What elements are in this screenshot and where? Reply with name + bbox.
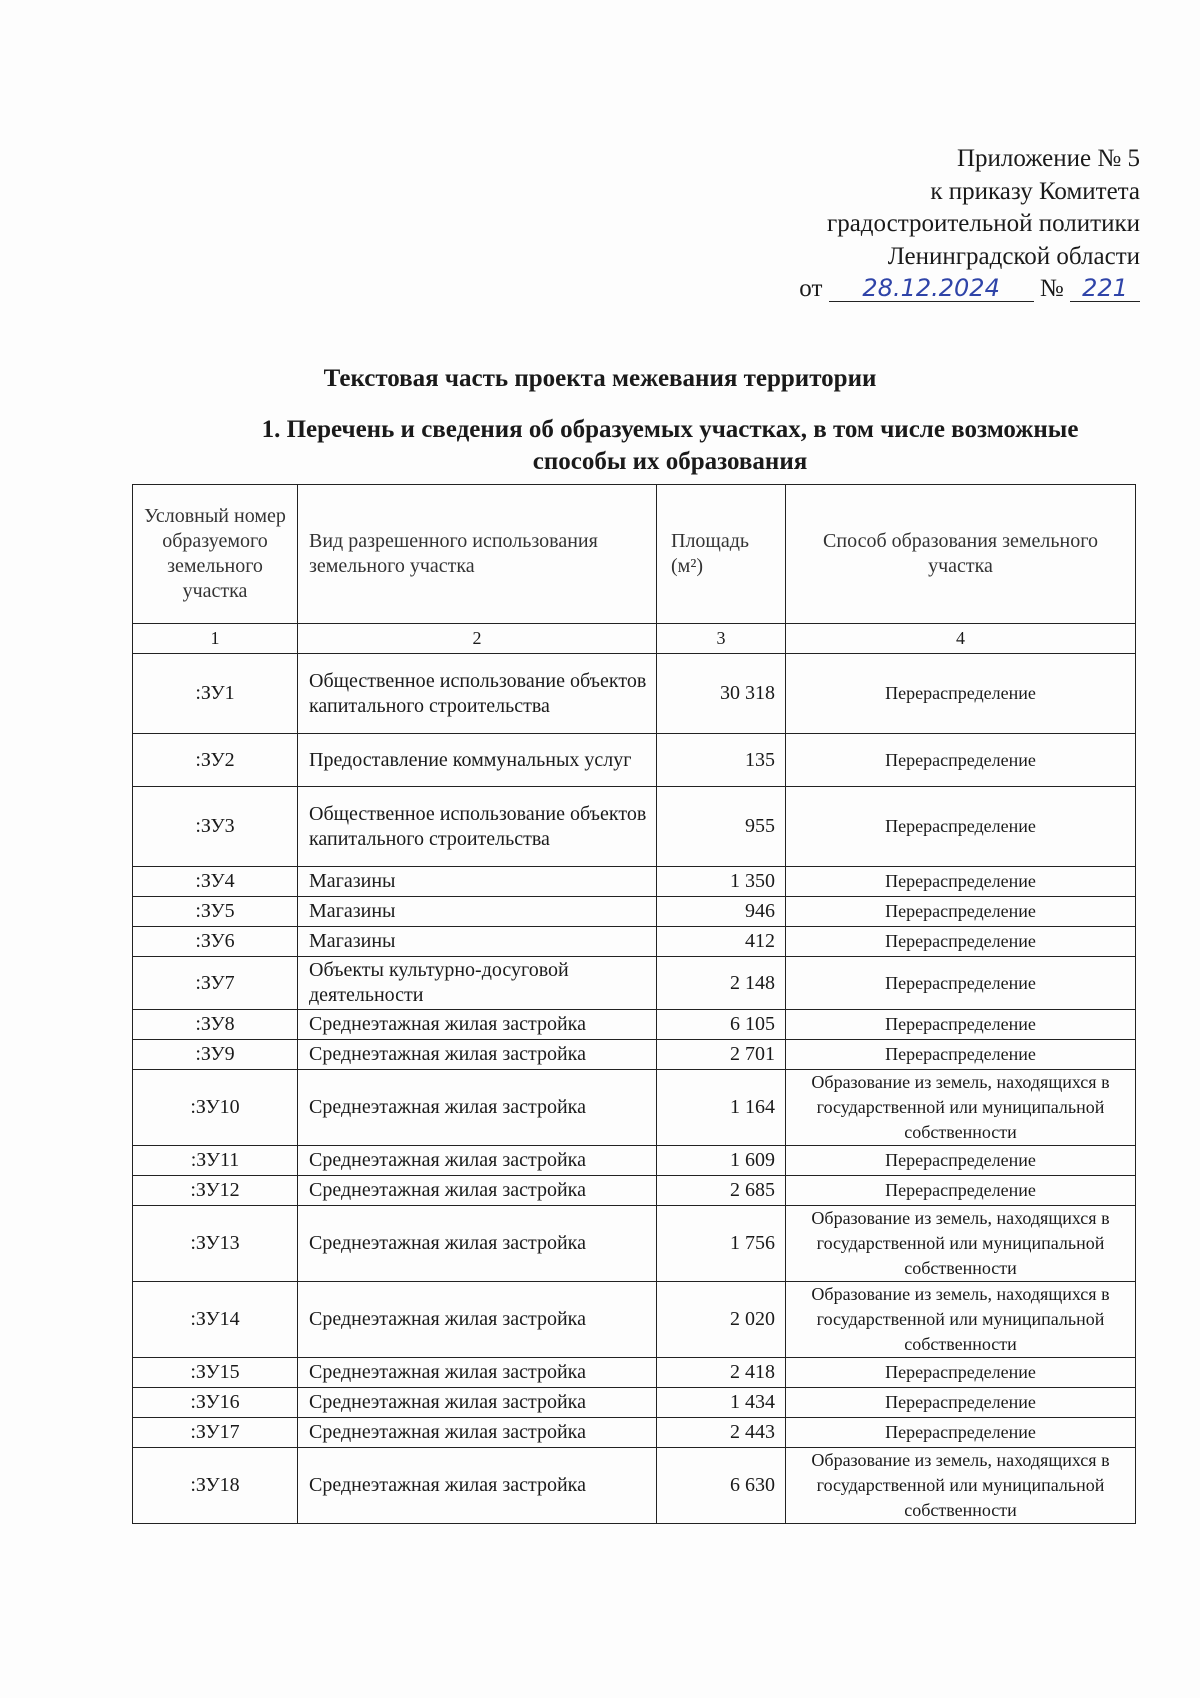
header-formation-method: Способ образования земельного участка (786, 485, 1136, 624)
plot-number-cell: :ЗУ18 (133, 1448, 298, 1524)
permitted-use-cell: Среднеэтажная жилая застройка (298, 1176, 657, 1206)
formation-method-cell: Перераспределение (786, 957, 1136, 1010)
handwritten-number: 221 (1070, 275, 1140, 302)
plot-number-cell: :ЗУ13 (133, 1206, 298, 1282)
formation-method-cell: Перераспределение (786, 787, 1136, 867)
table-row (133, 1010, 1136, 1040)
plot-area-cell: 2 701 (657, 1040, 786, 1070)
plot-area-cell: 1 164 (657, 1070, 786, 1146)
table-header-row (133, 485, 1136, 624)
permitted-use-cell: Среднеэтажная жилая застройка (298, 1282, 657, 1358)
table-row (133, 654, 1136, 734)
table-row (133, 787, 1136, 867)
plot-number-cell: :ЗУ7 (133, 957, 298, 1010)
plot-area-cell: 1 350 (657, 867, 786, 897)
formation-method-cell: Перераспределение (786, 1146, 1136, 1176)
section-heading-line: способы их образования (532, 448, 808, 475)
section-heading (190, 414, 1150, 478)
table-row (133, 1388, 1136, 1418)
plot-area-cell: 2 020 (657, 1282, 786, 1358)
formation-method-cell: Перераспределение (786, 1176, 1136, 1206)
appendix-line: к приказу Комитета (930, 177, 1140, 205)
plot-number-cell: :ЗУ12 (133, 1176, 298, 1206)
table-row (133, 1070, 1136, 1146)
table-row (133, 1358, 1136, 1388)
permitted-use-cell: Среднеэтажная жилая застройка (298, 1448, 657, 1524)
permitted-use-cell: Среднеэтажная жилая застройка (298, 1358, 657, 1388)
plot-number-cell: :ЗУ5 (133, 897, 298, 927)
plot-number-cell: :ЗУ10 (133, 1070, 298, 1146)
formation-method-cell: Перераспределение (786, 1040, 1136, 1070)
permitted-use-cell: Среднеэтажная жилая застройка (298, 1388, 657, 1418)
plot-number-cell: :ЗУ9 (133, 1040, 298, 1070)
handwritten-date: 28.12.2024 (829, 275, 1034, 302)
table-row (133, 1282, 1136, 1358)
plot-number-cell: :ЗУ8 (133, 1010, 298, 1040)
header-area: Площадь (м²) (657, 485, 786, 624)
table-row (133, 897, 1136, 927)
plot-number-cell: :ЗУ3 (133, 787, 298, 867)
table-row (133, 957, 1136, 1010)
formation-method-cell: Образование из земель, находящихся в государственной или муниципальной собственности (786, 1070, 1136, 1146)
plot-number-cell: :ЗУ4 (133, 867, 298, 897)
table-row (133, 734, 1136, 787)
table-row (133, 1206, 1136, 1282)
plot-number-cell: :ЗУ16 (133, 1388, 298, 1418)
plot-area-cell: 6 630 (657, 1448, 786, 1524)
plot-area-cell: 1 756 (657, 1206, 786, 1282)
permitted-use-cell: Предоставление коммунальных услуг (298, 734, 657, 787)
permitted-use-cell: Общественное использование объектов капитального строительства (298, 787, 657, 867)
plot-area-cell: 30 318 (657, 654, 786, 734)
plot-area-cell: 1 609 (657, 1146, 786, 1176)
plot-area-cell: 946 (657, 897, 786, 927)
formation-method-cell: Перераспределение (786, 897, 1136, 927)
permitted-use-cell: Объекты культурно-досуговой деятельности (298, 957, 657, 1010)
plot-area-cell: 2 685 (657, 1176, 786, 1206)
permitted-use-cell: Среднеэтажная жилая застройка (298, 1010, 657, 1040)
plot-number-cell: :ЗУ17 (133, 1418, 298, 1448)
plot-area-cell: 955 (657, 787, 786, 867)
permitted-use-cell: Общественное использование объектов капитального строительства (298, 654, 657, 734)
table-row (133, 927, 1136, 957)
formation-method-cell: Перераспределение (786, 1358, 1136, 1388)
formation-method-cell: Перераспределение (786, 867, 1136, 897)
document-title: Текстовая часть проекта межевания территории (323, 365, 877, 392)
plot-number-cell: :ЗУ14 (133, 1282, 298, 1358)
permitted-use-cell: Среднеэтажная жилая застройка (298, 1206, 657, 1282)
permitted-use-cell: Среднеэтажная жилая застройка (298, 1418, 657, 1448)
table-row (133, 1040, 1136, 1070)
number-label: № (1039, 275, 1064, 302)
formation-method-cell: Перераспределение (786, 734, 1136, 787)
plot-number-cell: :ЗУ1 (133, 654, 298, 734)
appendix-line: Ленинградской области (887, 242, 1140, 270)
plot-number-cell: :ЗУ2 (133, 734, 298, 787)
permitted-use-cell: Среднеэтажная жилая застройка (298, 1070, 657, 1146)
column-number: 4 (786, 624, 1136, 654)
formation-method-cell: Перераспределение (786, 654, 1136, 734)
table-row (133, 1448, 1136, 1524)
plot-number-cell: :ЗУ6 (133, 927, 298, 957)
formation-method-cell: Образование из земель, находящихся в государственной или муниципальной собственности (786, 1448, 1136, 1524)
appendix-block (799, 143, 1140, 306)
plot-area-cell: 412 (657, 927, 786, 957)
order-date-line (799, 273, 1140, 306)
column-number: 1 (133, 624, 298, 654)
formation-method-cell: Образование из земель, находящихся в государственной или муниципальной собственности (786, 1282, 1136, 1358)
plot-area-cell: 2 443 (657, 1418, 786, 1448)
header-plot-number: Условный номер образуемого земельного участка (133, 485, 298, 624)
table-row (133, 1176, 1136, 1206)
section-heading-line: 1. Перечень и сведения об образуемых участках, в том числе возможные (261, 416, 1079, 443)
plots-table (132, 484, 1136, 1524)
plot-area-cell: 2 418 (657, 1358, 786, 1388)
plot-area-cell: 2 148 (657, 957, 786, 1010)
formation-method-cell: Перераспределение (786, 1418, 1136, 1448)
formation-method-cell: Перераспределение (786, 1010, 1136, 1040)
appendix-line: градостроительной политики (826, 210, 1140, 237)
table-row (133, 1418, 1136, 1448)
plot-number-cell: :ЗУ11 (133, 1146, 298, 1176)
header-permitted-use: Вид разрешенного использования земельного участка (298, 485, 657, 624)
from-label: от (799, 275, 823, 302)
formation-method-cell: Перераспределение (786, 927, 1136, 957)
appendix-line: Приложение № 5 (956, 145, 1140, 172)
column-number: 2 (298, 624, 657, 654)
permitted-use-cell: Магазины (298, 897, 657, 927)
column-numbers-row (133, 624, 1136, 654)
table-row (133, 1146, 1136, 1176)
formation-method-cell: Образование из земель, находящихся в государственной или муниципальной собственности (786, 1206, 1136, 1282)
permitted-use-cell: Среднеэтажная жилая застройка (298, 1040, 657, 1070)
permitted-use-cell: Среднеэтажная жилая застройка (298, 1146, 657, 1176)
permitted-use-cell: Магазины (298, 867, 657, 897)
formation-method-cell: Перераспределение (786, 1388, 1136, 1418)
plot-number-cell: :ЗУ15 (133, 1358, 298, 1388)
plot-area-cell: 135 (657, 734, 786, 787)
column-number: 3 (657, 624, 786, 654)
table-row (133, 867, 1136, 897)
permitted-use-cell: Магазины (298, 927, 657, 957)
plot-area-cell: 1 434 (657, 1388, 786, 1418)
table-body (133, 654, 1136, 1524)
plot-area-cell: 6 105 (657, 1010, 786, 1040)
